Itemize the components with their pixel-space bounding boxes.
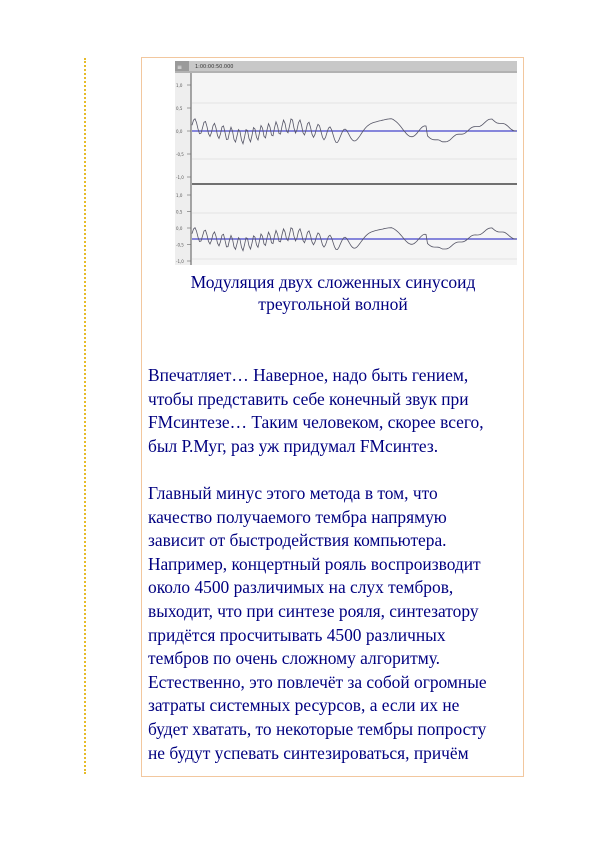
text-line: около 4500 различимых на слух тембров,: [148, 577, 454, 598]
ruler-tick-label: 0,5: [176, 209, 183, 215]
amplitude-ruler: [175, 73, 191, 265]
caption-line: треугольной волной: [258, 294, 408, 314]
ruler-tick-label: 0,0: [176, 129, 183, 134]
article-body: [148, 364, 522, 765]
caption-line: Модуляция двух сложенных синусоид: [190, 272, 476, 292]
ruler-tick-label: -0,5: [176, 242, 184, 248]
text-line: зависит от быстродействия компьютера.: [148, 530, 447, 551]
left-margin-rule: [84, 58, 86, 774]
text-line: качество получаемого тембра напрямую: [148, 506, 447, 527]
ruler-tick-label: -1,0: [176, 175, 184, 180]
text-line: не будут успевать синтезироваться, причём: [148, 742, 469, 763]
text-line: выходит, что при синтезе рояля, синтезатору: [148, 600, 479, 621]
ruler-tick-label: 0,5: [176, 106, 183, 111]
text-line: Впечатляет… Наверное, надо быть гением,: [148, 365, 469, 385]
paragraph: [148, 364, 522, 458]
channel-2: [192, 213, 517, 259]
text-line: затраты системных ресурсов, а если их не: [148, 695, 460, 716]
text-line: Естественно, это повлечёт за собой огромные: [148, 671, 487, 692]
text-line: чтобы представить себе конечный звук при: [148, 388, 469, 409]
channel-1: [192, 103, 517, 159]
text-line: был Р.Муг, раз уж придумал FMсинтез.: [148, 435, 439, 456]
waveform-svg: [175, 61, 517, 265]
ruler-tick-label: 1,0: [176, 193, 183, 198]
timeline-label: 1:00:00:50.000: [195, 64, 234, 70]
ruler-tick-label: -0,5: [176, 152, 184, 157]
text-line: тембров по очень сложному алгоритму.: [148, 648, 441, 669]
paragraph: [148, 482, 522, 765]
text-line: придётся просчитывать 4500 различных: [148, 624, 446, 645]
ruler-tick-label: 0,0: [176, 226, 183, 231]
text-line: будет хватать, то некоторые тембры попросту: [148, 718, 487, 739]
text-line: Главный минус этого метода в том, что: [148, 482, 438, 503]
text-line: Например, концертный рояль воспроизводит: [148, 553, 481, 574]
figure-caption: [150, 271, 516, 315]
waveform-figure: [175, 61, 517, 265]
svg-text:≡: ≡: [177, 64, 183, 71]
ruler-tick-label: 1,0: [176, 83, 183, 88]
ruler-tick-label: -1,0: [176, 259, 184, 264]
content-frame: [141, 57, 524, 777]
text-line: FMсинтезе… Таким человеком, скорее всего,: [148, 412, 484, 433]
